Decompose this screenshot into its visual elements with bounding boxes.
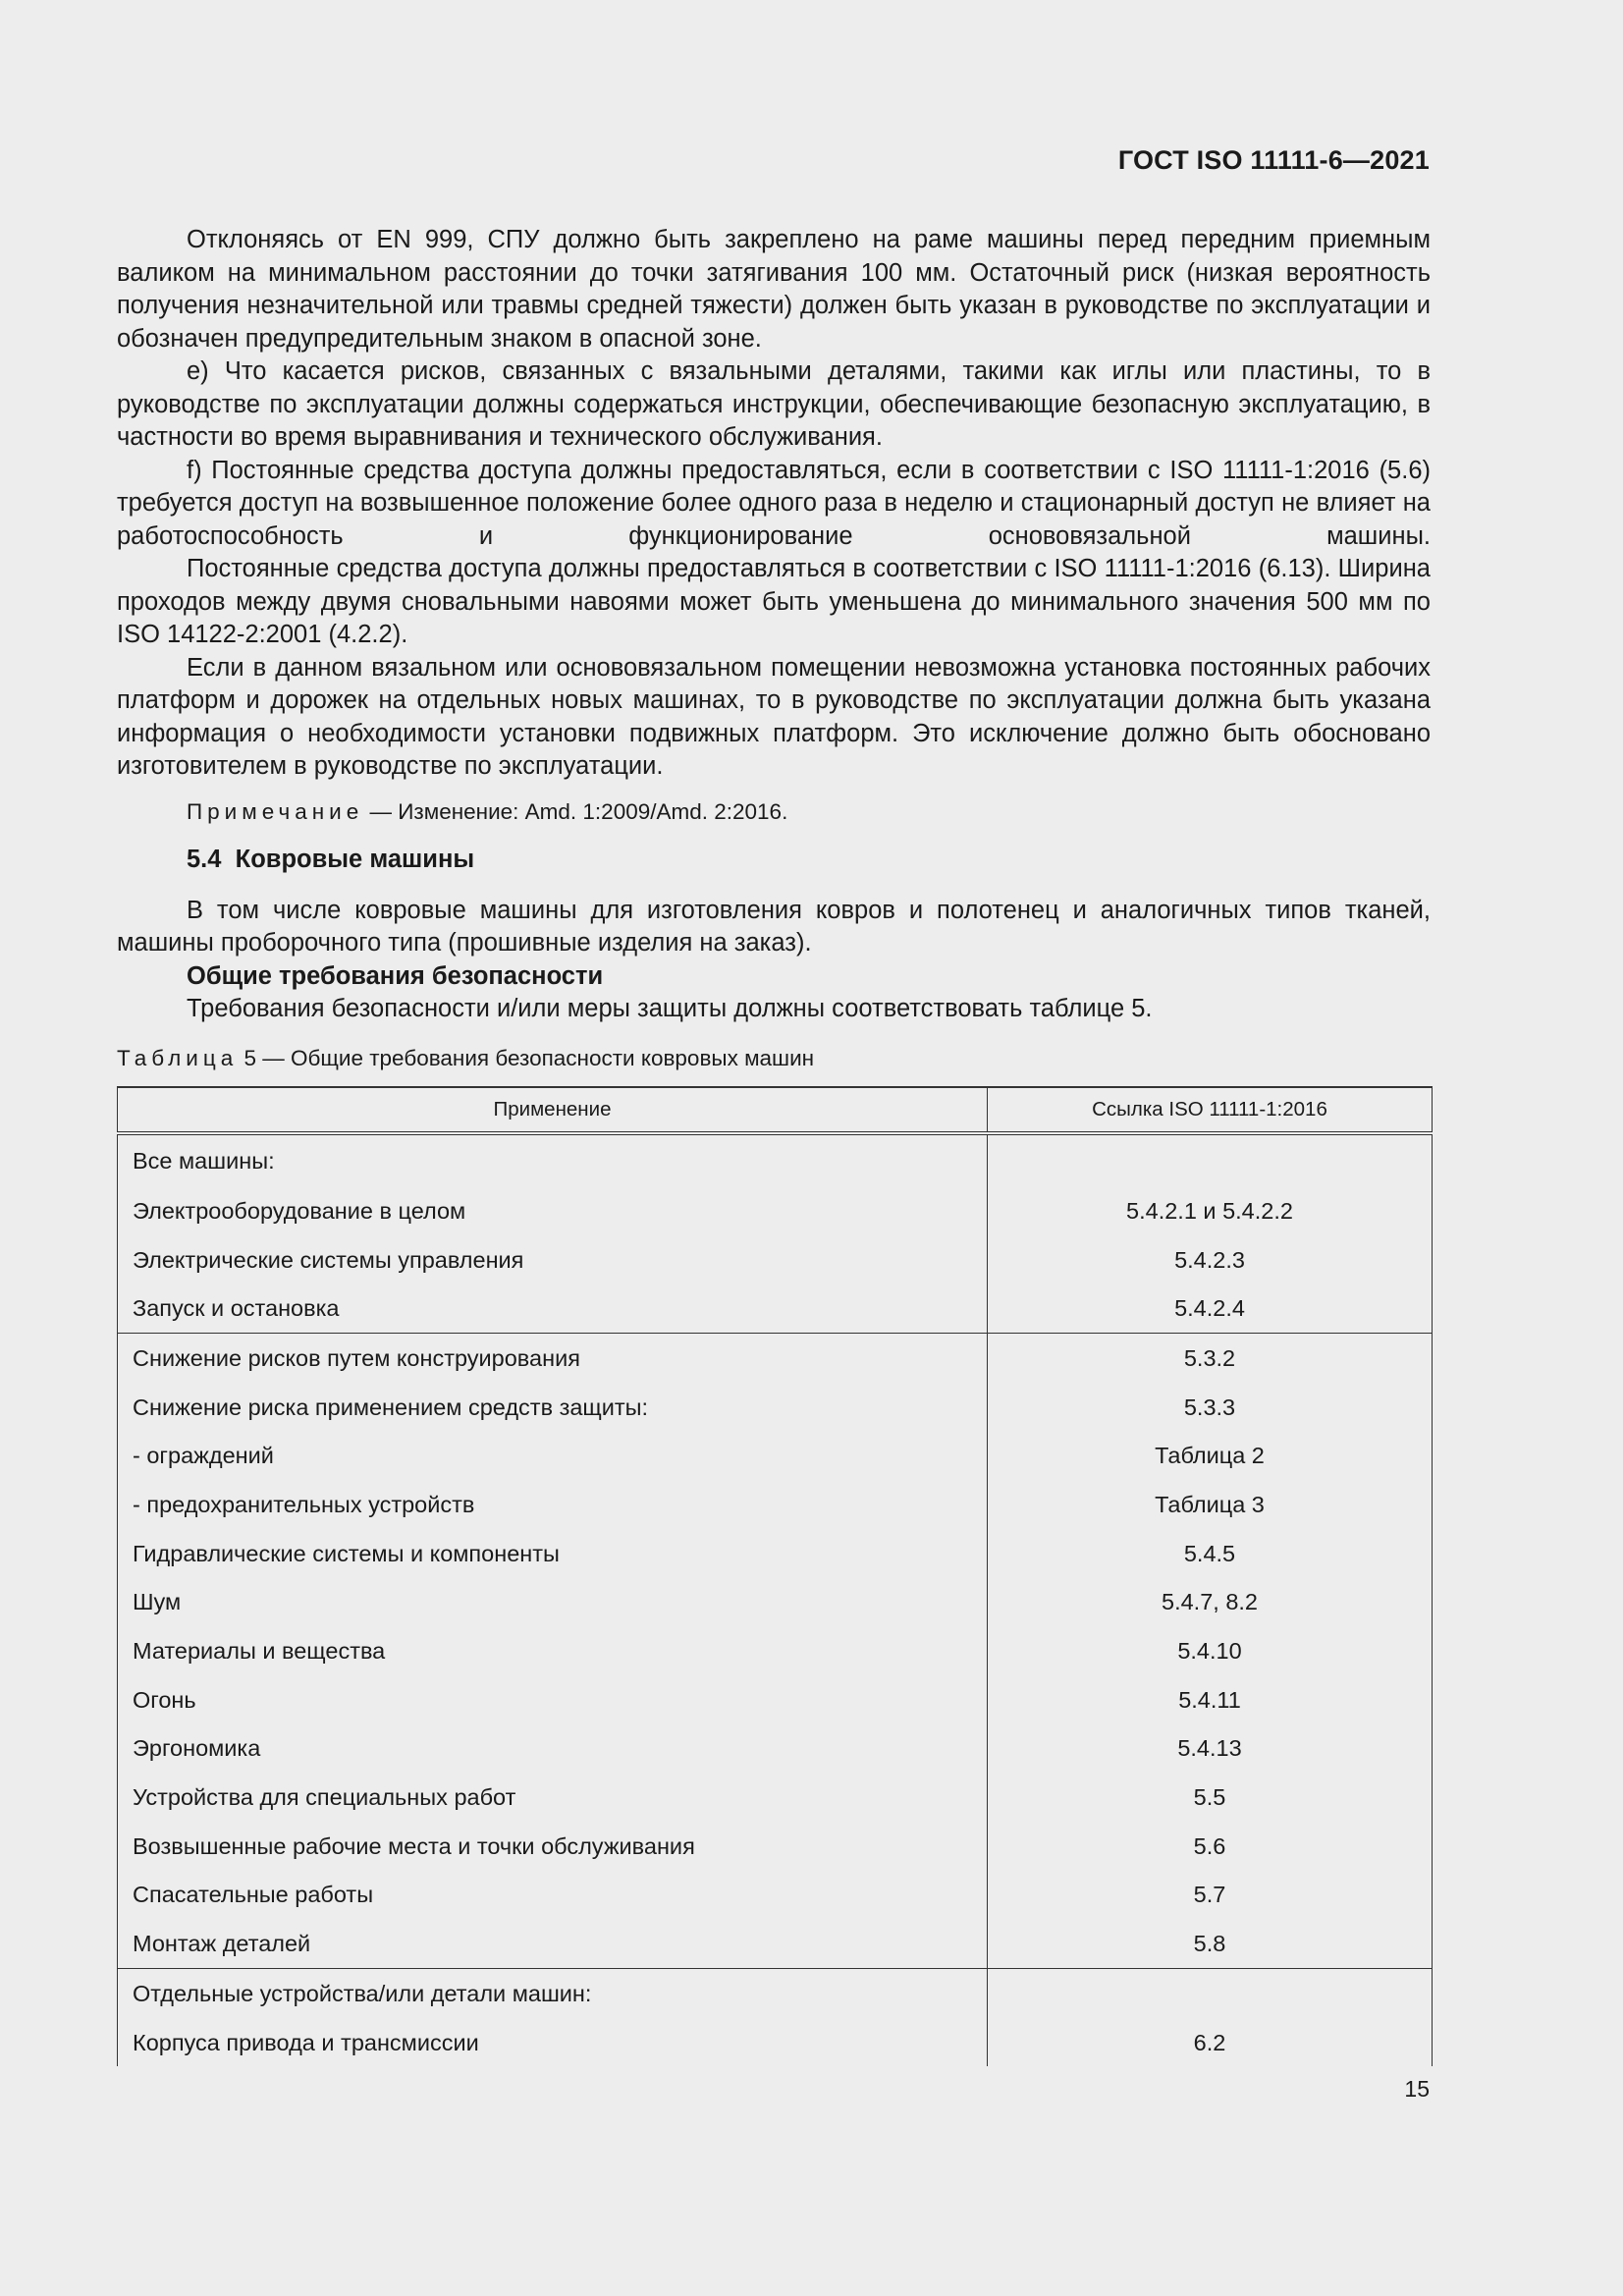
cell-application: Запуск и остановка xyxy=(118,1284,988,1333)
cell-reference: 5.4.11 xyxy=(988,1675,1433,1724)
section-heading xyxy=(117,844,1431,877)
document-id: ГОСТ ISO 11111-6—2021 xyxy=(1117,145,1430,175)
cell-application: - предохранительных устройств xyxy=(118,1480,988,1529)
cell-reference: Таблица 3 xyxy=(988,1480,1433,1529)
paragraph: Постоянные средства доступа должны предоставляться в соответствии с ISO 11111-1:2016 (6.13). Ширина проходов между двумя сновальными навоями может быть уменьшена до минимального значения 500 мм по ISO 14122-2:2001 (4.2.2). xyxy=(117,555,1431,648)
cell-reference: 5.4.2.1 и 5.4.2.2 xyxy=(988,1186,1433,1235)
cell-application: - ограждений xyxy=(118,1431,988,1480)
subheading-text: Требования безопасности и/или меры защиты должны соответствовать таблице 5. xyxy=(187,995,1153,1022)
cell-reference: 5.5 xyxy=(988,1773,1433,1822)
cell-reference: 5.4.2.4 xyxy=(988,1284,1433,1333)
table-caption-label: Таблица xyxy=(117,1045,239,1070)
note-text: — Изменение: Amd. 1:2009/Amd. 2:2016. xyxy=(363,798,788,824)
column-header-application: Применение xyxy=(118,1087,988,1133)
table-row xyxy=(118,1969,1433,2018)
cell-application: Спасательные работы xyxy=(118,1871,988,1920)
cell-application: Возвышенные рабочие места и точки обслуживания xyxy=(118,1822,988,1871)
cell-reference: 5.4.13 xyxy=(988,1724,1433,1774)
paragraph: Отклоняясь от EN 999, СПУ должно быть закреплено на раме машины перед передним приемным валиком на минимальном расстоянии до точки затягивания 100 мм. Остаточный риск (низкая вероятность получения незначительной или травмы средней тяжести) должен быть указан в руководстве по эксплуатации и обозначен предупредительным знаком в опасной зоне. xyxy=(117,226,1431,353)
cell-reference: 5.6 xyxy=(988,1822,1433,1871)
cell-application: Эргономика xyxy=(118,1724,988,1774)
table-row xyxy=(118,1133,1433,1186)
requirements-table xyxy=(117,1086,1433,2066)
cell-reference: 6.2 xyxy=(988,2018,1433,2067)
table-row xyxy=(118,1431,1433,1480)
table-row xyxy=(118,1383,1433,1432)
cell-reference: 5.4.7, 8.2 xyxy=(988,1578,1433,1627)
table-row xyxy=(118,1578,1433,1627)
cell-reference: 5.4.5 xyxy=(988,1529,1433,1578)
table-row xyxy=(118,1626,1433,1675)
table-row xyxy=(118,2018,1433,2067)
note-label: Примечание xyxy=(187,798,364,824)
cell-reference xyxy=(988,1133,1433,1186)
paragraph: Если в данном вязальном или основовязальном помещении невозможна установка постоянных рабочих платформ и дорожек на отдельных новых машинах, то в руководстве по эксплуатации должна быть указана информация о необходимости установки подвижных платформ. Это исключение должно быть обосновано изготовителем в руководстве по эксплуатации. xyxy=(117,653,1431,780)
table-row xyxy=(118,1334,1433,1383)
cell-application: Все машины: xyxy=(118,1133,988,1186)
page-number: 15 xyxy=(1404,2076,1430,2102)
section-number: 5.4 xyxy=(187,846,222,873)
cell-application: Электрооборудование в целом xyxy=(118,1186,988,1235)
cell-application: Материалы и вещества xyxy=(118,1626,988,1675)
note xyxy=(117,795,1431,829)
section-title: Ковровые машины xyxy=(235,846,475,873)
cell-application: Электрические системы управления xyxy=(118,1235,988,1285)
table-row xyxy=(118,1284,1433,1333)
cell-reference: Таблица 2 xyxy=(988,1431,1433,1480)
cell-reference: 5.4.2.3 xyxy=(988,1235,1433,1285)
cell-application: Снижение риска применением средств защиты: xyxy=(118,1383,988,1432)
section-intro: В том числе ковровые машины для изготовления ковров и полотенец и аналогичных типов тканей, машины проборочного типа (прошивные изделия на заказ). xyxy=(117,896,1431,957)
table-row xyxy=(118,1773,1433,1822)
cell-reference: 5.8 xyxy=(988,1919,1433,1968)
cell-application: Отдельные устройства/или детали машин: xyxy=(118,1969,988,2018)
table-row xyxy=(118,1822,1433,1871)
cell-application: Монтаж деталей xyxy=(118,1919,988,1968)
page-content xyxy=(117,224,1431,2066)
cell-reference: 5.7 xyxy=(988,1871,1433,1920)
table-header-row xyxy=(118,1087,1433,1133)
table-row xyxy=(118,1871,1433,1920)
cell-reference: 5.3.2 xyxy=(988,1334,1433,1383)
cell-reference: 5.4.10 xyxy=(988,1626,1433,1675)
table-row xyxy=(118,1675,1433,1724)
table-caption-text: 5 — Общие требования безопасности ковровых машин xyxy=(238,1045,815,1070)
table-caption xyxy=(117,1042,1431,1075)
table-row xyxy=(118,1919,1433,1968)
cell-application: Огонь xyxy=(118,1675,988,1724)
table-row xyxy=(118,1235,1433,1285)
cell-application: Гидравлические системы и компоненты xyxy=(118,1529,988,1578)
paragraph: f) Постоянные средства доступа должны предоставляться, если в соответствии с ISO 11111-1:2016 (5.6) требуется доступ на возвышенное положение более одного раза в неделю и стационарный доступ не влияет на работоспособность и функционирование основовязальной машины. xyxy=(117,456,1431,550)
cell-reference xyxy=(988,1969,1433,2018)
cell-application: Снижение рисков путем конструирования xyxy=(118,1334,988,1383)
table-row xyxy=(118,1480,1433,1529)
paragraph: e) Что касается рисков, связанных с вязальными деталями, такими как иглы или пластины, то в руководстве по эксплуатации должны содержаться инструкции, обеспечивающие безопасную эксплуатацию, в частности во время выравнивания и технического обслуживания. xyxy=(117,357,1431,451)
table-row xyxy=(118,1186,1433,1235)
table-row xyxy=(118,1724,1433,1774)
table-row xyxy=(118,1529,1433,1578)
cell-application: Устройства для специальных работ xyxy=(118,1773,988,1822)
cell-reference: 5.3.3 xyxy=(988,1383,1433,1432)
cell-application: Корпуса привода и трансмиссии xyxy=(118,2018,988,2067)
subheading: Общие требования безопасности xyxy=(187,961,604,990)
column-header-reference: Ссылка ISO 11111-1:2016 xyxy=(988,1087,1433,1133)
cell-application: Шум xyxy=(118,1578,988,1627)
